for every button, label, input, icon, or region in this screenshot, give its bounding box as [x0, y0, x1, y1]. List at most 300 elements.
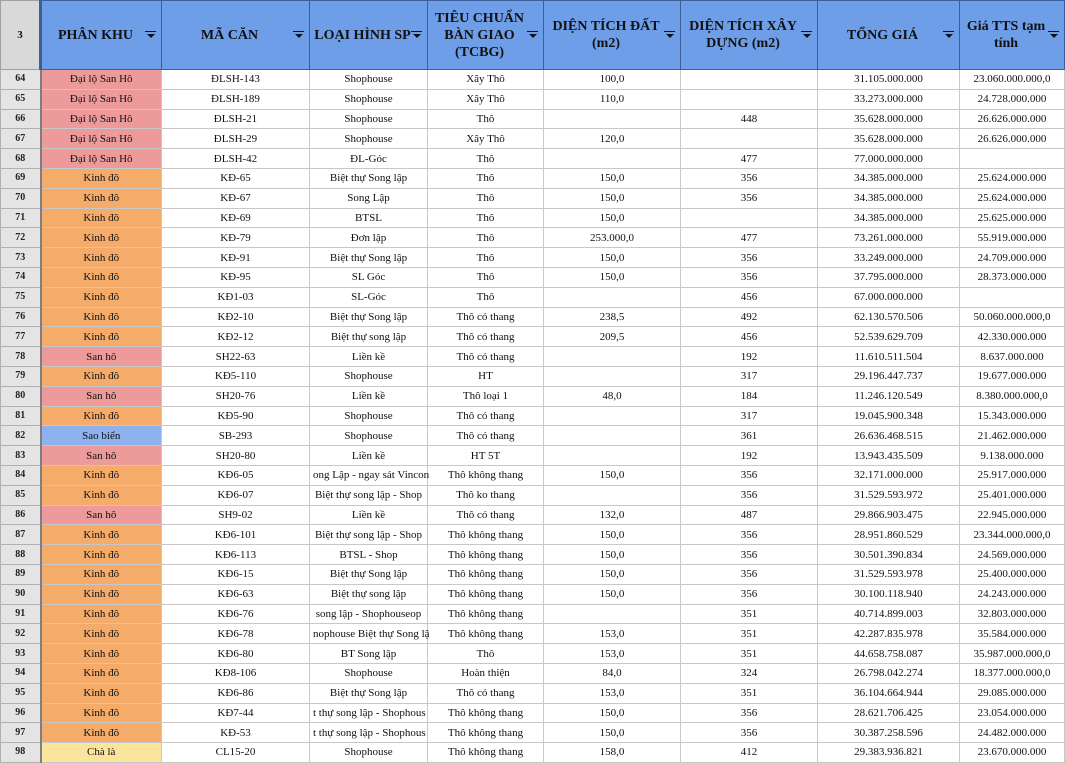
- cell-gia-tts[interactable]: 26.626.000.000: [960, 129, 1065, 149]
- row-header[interactable]: 84: [1, 465, 41, 485]
- cell-phan-khu[interactable]: Đại lộ San Hô: [41, 129, 162, 149]
- filter-dropdown-icon[interactable]: [145, 30, 157, 40]
- cell-loai-hinh[interactable]: Shophouse: [310, 89, 428, 109]
- cell-tong-gia[interactable]: 28.951.860.529: [818, 525, 960, 545]
- filter-dropdown-icon[interactable]: [411, 30, 423, 40]
- cell-phan-khu[interactable]: Kinh đô: [41, 485, 162, 505]
- cell-dien-tich-dat[interactable]: 153,0: [544, 624, 681, 644]
- cell-loai-hinh[interactable]: Shophouse: [310, 109, 428, 129]
- cell-gia-tts[interactable]: 8.637.000.000: [960, 347, 1065, 367]
- row-header[interactable]: 97: [1, 723, 41, 743]
- cell-phan-khu[interactable]: Kinh đô: [41, 168, 162, 188]
- cell-tong-gia[interactable]: 13.943.435.509: [818, 446, 960, 466]
- cell-tong-gia[interactable]: 30.501.390.834: [818, 545, 960, 565]
- cell-tong-gia[interactable]: 29.383.936.821: [818, 743, 960, 763]
- cell-tong-gia[interactable]: 62.130.570.506: [818, 307, 960, 327]
- cell-tong-gia[interactable]: 30.100.118.940: [818, 584, 960, 604]
- cell-phan-khu[interactable]: Kinh đô: [41, 723, 162, 743]
- filter-dropdown-icon[interactable]: [943, 30, 955, 40]
- row-header[interactable]: 77: [1, 327, 41, 347]
- cell-dien-tich-dat[interactable]: [544, 149, 681, 169]
- cell-dien-tich-dat[interactable]: 150,0: [544, 248, 681, 268]
- cell-phan-khu[interactable]: San hô: [41, 386, 162, 406]
- cell-dien-tich-dat[interactable]: [544, 426, 681, 446]
- cell-phan-khu[interactable]: Kinh đô: [41, 545, 162, 565]
- row-header[interactable]: 83: [1, 446, 41, 466]
- cell-dien-tich-xay-dung[interactable]: 356: [681, 188, 818, 208]
- cell-phan-khu[interactable]: Kinh đô: [41, 188, 162, 208]
- cell-loai-hinh[interactable]: Shophouse: [310, 743, 428, 763]
- cell-ma-can[interactable]: KĐ-65: [162, 168, 310, 188]
- cell-tieu-chuan[interactable]: Thô có thang: [428, 406, 544, 426]
- cell-ma-can[interactable]: KĐ6-63: [162, 584, 310, 604]
- cell-ma-can[interactable]: SH20-80: [162, 446, 310, 466]
- row-header[interactable]: 96: [1, 703, 41, 723]
- cell-dien-tich-dat[interactable]: [544, 366, 681, 386]
- cell-tong-gia[interactable]: 31.105.000.000: [818, 70, 960, 90]
- cell-dien-tich-xay-dung[interactable]: 192: [681, 347, 818, 367]
- cell-tieu-chuan[interactable]: Thô: [428, 149, 544, 169]
- cell-tong-gia[interactable]: 67.000.000.000: [818, 287, 960, 307]
- cell-dien-tich-dat[interactable]: 238,5: [544, 307, 681, 327]
- cell-dien-tich-xay-dung[interactable]: 356: [681, 248, 818, 268]
- cell-tong-gia[interactable]: 42.287.835.978: [818, 624, 960, 644]
- cell-tong-gia[interactable]: 26.798.042.274: [818, 663, 960, 683]
- cell-dien-tich-dat[interactable]: 150,0: [544, 208, 681, 228]
- cell-gia-tts[interactable]: 25.624.000.000: [960, 188, 1065, 208]
- cell-loai-hinh[interactable]: Biệt thự song lập - Shop: [310, 525, 428, 545]
- cell-phan-khu[interactable]: San hô: [41, 446, 162, 466]
- cell-ma-can[interactable]: KĐ-69: [162, 208, 310, 228]
- row-header[interactable]: 93: [1, 644, 41, 664]
- cell-gia-tts[interactable]: 18.377.000.000,0: [960, 663, 1065, 683]
- row-header[interactable]: 72: [1, 228, 41, 248]
- cell-gia-tts[interactable]: 24.569.000.000: [960, 545, 1065, 565]
- cell-tieu-chuan[interactable]: Thô: [428, 267, 544, 287]
- cell-dien-tich-xay-dung[interactable]: 477: [681, 149, 818, 169]
- cell-tieu-chuan[interactable]: Thô có thang: [428, 327, 544, 347]
- cell-tieu-chuan[interactable]: Hoàn thiện: [428, 663, 544, 683]
- cell-loai-hinh[interactable]: Biệt thự Song lập: [310, 683, 428, 703]
- cell-gia-tts[interactable]: 21.462.000.000: [960, 426, 1065, 446]
- cell-dien-tich-dat[interactable]: [544, 347, 681, 367]
- cell-phan-khu[interactable]: Kinh đô: [41, 584, 162, 604]
- cell-dien-tich-dat[interactable]: 158,0: [544, 743, 681, 763]
- cell-tieu-chuan[interactable]: Thô: [428, 109, 544, 129]
- cell-tong-gia[interactable]: 44.658.758.087: [818, 644, 960, 664]
- cell-dien-tich-xay-dung[interactable]: 317: [681, 366, 818, 386]
- col-header-dien-tich-xay-dung[interactable]: [681, 1, 818, 70]
- cell-loai-hinh[interactable]: Shophouse: [310, 70, 428, 90]
- row-header[interactable]: 75: [1, 287, 41, 307]
- cell-dien-tich-dat[interactable]: [544, 109, 681, 129]
- cell-gia-tts[interactable]: 32.803.000.000: [960, 604, 1065, 624]
- row-header[interactable]: 85: [1, 485, 41, 505]
- cell-tieu-chuan[interactable]: Thô không thang: [428, 545, 544, 565]
- cell-loai-hinh[interactable]: Shophouse: [310, 129, 428, 149]
- cell-tong-gia[interactable]: 28.621.706.425: [818, 703, 960, 723]
- cell-ma-can[interactable]: KĐ1-03: [162, 287, 310, 307]
- cell-ma-can[interactable]: KĐ6-78: [162, 624, 310, 644]
- cell-phan-khu[interactable]: Kinh đô: [41, 663, 162, 683]
- row-header[interactable]: 86: [1, 505, 41, 525]
- cell-dien-tich-xay-dung[interactable]: 356: [681, 723, 818, 743]
- cell-tieu-chuan[interactable]: Xây Thô: [428, 129, 544, 149]
- cell-tong-gia[interactable]: 33.249.000.000: [818, 248, 960, 268]
- row-header[interactable]: 90: [1, 584, 41, 604]
- cell-tieu-chuan[interactable]: Thô: [428, 228, 544, 248]
- cell-dien-tich-xay-dung[interactable]: [681, 129, 818, 149]
- cell-tong-gia[interactable]: 52.539.629.709: [818, 327, 960, 347]
- cell-tieu-chuan[interactable]: Thô loại 1: [428, 386, 544, 406]
- cell-tieu-chuan[interactable]: Thô không thang: [428, 723, 544, 743]
- cell-ma-can[interactable]: KĐ-95: [162, 267, 310, 287]
- cell-dien-tich-xay-dung[interactable]: 356: [681, 168, 818, 188]
- cell-tieu-chuan[interactable]: Thô không thang: [428, 525, 544, 545]
- cell-ma-can[interactable]: ĐLSH-29: [162, 129, 310, 149]
- cell-dien-tich-dat[interactable]: [544, 446, 681, 466]
- row-header[interactable]: 74: [1, 267, 41, 287]
- cell-phan-khu[interactable]: Kinh đô: [41, 624, 162, 644]
- cell-tong-gia[interactable]: 32.171.000.000: [818, 465, 960, 485]
- cell-ma-can[interactable]: KĐ6-76: [162, 604, 310, 624]
- cell-loai-hinh[interactable]: Liền kề: [310, 446, 428, 466]
- row-header[interactable]: 79: [1, 366, 41, 386]
- cell-loai-hinh[interactable]: Đơn lập: [310, 228, 428, 248]
- cell-loai-hinh[interactable]: SL Góc: [310, 267, 428, 287]
- cell-phan-khu[interactable]: Kinh đô: [41, 228, 162, 248]
- cell-ma-can[interactable]: KĐ2-12: [162, 327, 310, 347]
- cell-gia-tts[interactable]: 42.330.000.000: [960, 327, 1065, 347]
- row-header[interactable]: 69: [1, 168, 41, 188]
- cell-gia-tts[interactable]: 24.709.000.000: [960, 248, 1065, 268]
- cell-loai-hinh[interactable]: Shophouse: [310, 426, 428, 446]
- cell-dien-tich-dat[interactable]: [544, 287, 681, 307]
- cell-gia-tts[interactable]: 25.917.000.000: [960, 465, 1065, 485]
- cell-dien-tich-xay-dung[interactable]: 492: [681, 307, 818, 327]
- row-header[interactable]: 76: [1, 307, 41, 327]
- cell-gia-tts[interactable]: 24.243.000.000: [960, 584, 1065, 604]
- cell-tieu-chuan[interactable]: Thô không thang: [428, 564, 544, 584]
- cell-ma-can[interactable]: ĐLSH-143: [162, 70, 310, 90]
- cell-gia-tts[interactable]: 15.343.000.000: [960, 406, 1065, 426]
- row-header[interactable]: 88: [1, 545, 41, 565]
- cell-ma-can[interactable]: KĐ-79: [162, 228, 310, 248]
- cell-loai-hinh[interactable]: Shophouse: [310, 663, 428, 683]
- cell-ma-can[interactable]: SH22-63: [162, 347, 310, 367]
- filter-dropdown-icon[interactable]: [1048, 30, 1060, 40]
- cell-dien-tich-dat[interactable]: 150,0: [544, 168, 681, 188]
- cell-phan-khu[interactable]: Đại lộ San Hô: [41, 89, 162, 109]
- filter-dropdown-icon[interactable]: [293, 30, 305, 40]
- cell-dien-tich-xay-dung[interactable]: 361: [681, 426, 818, 446]
- cell-loai-hinh[interactable]: BTSL: [310, 208, 428, 228]
- col-header-gia-tts[interactable]: [960, 1, 1065, 70]
- cell-gia-tts[interactable]: 25.401.000.000: [960, 485, 1065, 505]
- cell-dien-tich-xay-dung[interactable]: 351: [681, 604, 818, 624]
- cell-tieu-chuan[interactable]: Thô có thang: [428, 426, 544, 446]
- cell-tieu-chuan[interactable]: Thô có thang: [428, 347, 544, 367]
- cell-tong-gia[interactable]: 31.529.593.972: [818, 485, 960, 505]
- cell-loai-hinh[interactable]: t thự song lập - Shophous: [310, 703, 428, 723]
- cell-dien-tich-dat[interactable]: 150,0: [544, 267, 681, 287]
- cell-loai-hinh[interactable]: SL-Góc: [310, 287, 428, 307]
- cell-tieu-chuan[interactable]: Thô không thang: [428, 604, 544, 624]
- cell-gia-tts[interactable]: [960, 287, 1065, 307]
- cell-ma-can[interactable]: KĐ-53: [162, 723, 310, 743]
- cell-dien-tich-dat[interactable]: 48,0: [544, 386, 681, 406]
- cell-ma-can[interactable]: KĐ6-86: [162, 683, 310, 703]
- cell-gia-tts[interactable]: 25.624.000.000: [960, 168, 1065, 188]
- cell-loai-hinh[interactable]: Biệt thự Song lập: [310, 248, 428, 268]
- cell-dien-tich-xay-dung[interactable]: 324: [681, 663, 818, 683]
- cell-gia-tts[interactable]: 50.060.000.000,0: [960, 307, 1065, 327]
- col-header-ma-can[interactable]: [162, 1, 310, 70]
- cell-dien-tich-xay-dung[interactable]: [681, 70, 818, 90]
- cell-dien-tich-xay-dung[interactable]: 456: [681, 287, 818, 307]
- cell-ma-can[interactable]: KĐ2-10: [162, 307, 310, 327]
- cell-tieu-chuan[interactable]: Thô: [428, 208, 544, 228]
- cell-loai-hinh[interactable]: t thự song lập - Shophous: [310, 723, 428, 743]
- cell-dien-tich-dat[interactable]: [544, 406, 681, 426]
- cell-loai-hinh[interactable]: Biệt thự Song lập: [310, 564, 428, 584]
- cell-dien-tich-xay-dung[interactable]: 412: [681, 743, 818, 763]
- cell-ma-can[interactable]: KĐ-67: [162, 188, 310, 208]
- cell-ma-can[interactable]: KĐ6-80: [162, 644, 310, 664]
- row-header[interactable]: 67: [1, 129, 41, 149]
- cell-dien-tich-xay-dung[interactable]: 356: [681, 564, 818, 584]
- row-header[interactable]: 71: [1, 208, 41, 228]
- cell-phan-khu[interactable]: Kinh đô: [41, 208, 162, 228]
- cell-dien-tich-xay-dung[interactable]: 487: [681, 505, 818, 525]
- cell-ma-can[interactable]: KĐ8-106: [162, 663, 310, 683]
- cell-ma-can[interactable]: ĐLSH-21: [162, 109, 310, 129]
- cell-tong-gia[interactable]: 11.610.511.504: [818, 347, 960, 367]
- cell-ma-can[interactable]: KĐ6-113: [162, 545, 310, 565]
- cell-tong-gia[interactable]: 77.000.000.000: [818, 149, 960, 169]
- cell-tieu-chuan[interactable]: Thô ko thang: [428, 485, 544, 505]
- cell-tieu-chuan[interactable]: Thô không thang: [428, 743, 544, 763]
- cell-loai-hinh[interactable]: Biệt thự song lập: [310, 584, 428, 604]
- col-header-loai-hinh[interactable]: [310, 1, 428, 70]
- cell-phan-khu[interactable]: Kinh đô: [41, 525, 162, 545]
- row-header-3[interactable]: 3: [1, 1, 41, 70]
- row-header[interactable]: 89: [1, 564, 41, 584]
- cell-tong-gia[interactable]: 29.866.903.475: [818, 505, 960, 525]
- cell-gia-tts[interactable]: 35.584.000.000: [960, 624, 1065, 644]
- cell-tieu-chuan[interactable]: Thô: [428, 188, 544, 208]
- cell-dien-tich-xay-dung[interactable]: 477: [681, 228, 818, 248]
- cell-phan-khu[interactable]: San hô: [41, 347, 162, 367]
- cell-loai-hinh[interactable]: Liền kề: [310, 505, 428, 525]
- col-header-phan-khu[interactable]: [41, 1, 162, 70]
- row-header[interactable]: 94: [1, 663, 41, 683]
- col-header-tieu-chuan[interactable]: [428, 1, 544, 70]
- cell-tieu-chuan[interactable]: Thô có thang: [428, 505, 544, 525]
- cell-gia-tts[interactable]: 24.482.000.000: [960, 723, 1065, 743]
- cell-loai-hinh[interactable]: nophouse Biệt thự Song lậ: [310, 624, 428, 644]
- row-header[interactable]: 87: [1, 525, 41, 545]
- cell-loai-hinh[interactable]: Biệt thự song lập: [310, 327, 428, 347]
- cell-gia-tts[interactable]: 25.400.000.000: [960, 564, 1065, 584]
- cell-dien-tich-xay-dung[interactable]: 184: [681, 386, 818, 406]
- row-header[interactable]: 64: [1, 70, 41, 90]
- row-header[interactable]: 82: [1, 426, 41, 446]
- cell-loai-hinh[interactable]: Biệt thự Song lập: [310, 307, 428, 327]
- cell-phan-khu[interactable]: Đại lộ San Hô: [41, 70, 162, 90]
- cell-gia-tts[interactable]: 8.380.000.000,0: [960, 386, 1065, 406]
- cell-dien-tich-dat[interactable]: 110,0: [544, 89, 681, 109]
- cell-ma-can[interactable]: KĐ-91: [162, 248, 310, 268]
- row-header[interactable]: 73: [1, 248, 41, 268]
- cell-tong-gia[interactable]: 36.104.664.944: [818, 683, 960, 703]
- filter-dropdown-icon[interactable]: [527, 30, 539, 40]
- filter-dropdown-icon[interactable]: [664, 30, 676, 40]
- cell-dien-tich-xay-dung[interactable]: 192: [681, 446, 818, 466]
- cell-tong-gia[interactable]: 30.387.258.596: [818, 723, 960, 743]
- cell-loai-hinh[interactable]: BT Song lập: [310, 644, 428, 664]
- cell-dien-tich-dat[interactable]: 150,0: [544, 703, 681, 723]
- cell-tong-gia[interactable]: 34.385.000.000: [818, 168, 960, 188]
- cell-ma-can[interactable]: KĐ6-15: [162, 564, 310, 584]
- cell-ma-can[interactable]: KĐ6-07: [162, 485, 310, 505]
- cell-dien-tich-xay-dung[interactable]: 356: [681, 525, 818, 545]
- row-header[interactable]: 68: [1, 149, 41, 169]
- row-header[interactable]: 70: [1, 188, 41, 208]
- cell-dien-tich-xay-dung[interactable]: 448: [681, 109, 818, 129]
- cell-loai-hinh[interactable]: Song Lập: [310, 188, 428, 208]
- cell-dien-tich-xay-dung[interactable]: [681, 89, 818, 109]
- cell-loai-hinh[interactable]: Liền kề: [310, 347, 428, 367]
- cell-loai-hinh[interactable]: Shophouse: [310, 366, 428, 386]
- cell-dien-tich-dat[interactable]: 150,0: [544, 525, 681, 545]
- cell-tong-gia[interactable]: 29.196.447.737: [818, 366, 960, 386]
- cell-loai-hinh[interactable]: Liền kề: [310, 386, 428, 406]
- cell-dien-tich-xay-dung[interactable]: 356: [681, 267, 818, 287]
- cell-gia-tts[interactable]: 55.919.000.000: [960, 228, 1065, 248]
- cell-dien-tich-dat[interactable]: 100,0: [544, 70, 681, 90]
- cell-tieu-chuan[interactable]: Xây Thô: [428, 89, 544, 109]
- cell-phan-khu[interactable]: Kinh đô: [41, 327, 162, 347]
- cell-tieu-chuan[interactable]: Xây Thô: [428, 70, 544, 90]
- cell-phan-khu[interactable]: Kinh đô: [41, 366, 162, 386]
- cell-dien-tich-xay-dung[interactable]: 351: [681, 624, 818, 644]
- row-header[interactable]: 80: [1, 386, 41, 406]
- cell-dien-tich-xay-dung[interactable]: 317: [681, 406, 818, 426]
- cell-gia-tts[interactable]: 19.677.000.000: [960, 366, 1065, 386]
- cell-dien-tich-dat[interactable]: 153,0: [544, 644, 681, 664]
- cell-loai-hinh[interactable]: ĐL-Góc: [310, 149, 428, 169]
- cell-dien-tich-xay-dung[interactable]: 356: [681, 703, 818, 723]
- cell-loai-hinh[interactable]: song lập - Shophouseop: [310, 604, 428, 624]
- cell-dien-tich-dat[interactable]: 132,0: [544, 505, 681, 525]
- cell-ma-can[interactable]: KĐ7-44: [162, 703, 310, 723]
- cell-tieu-chuan[interactable]: Thô không thang: [428, 465, 544, 485]
- cell-gia-tts[interactable]: 24.728.000.000: [960, 89, 1065, 109]
- cell-tong-gia[interactable]: 35.628.000.000: [818, 109, 960, 129]
- cell-tieu-chuan[interactable]: Thô: [428, 168, 544, 188]
- cell-loai-hinh[interactable]: ong Lập - ngay sát Vincon: [310, 465, 428, 485]
- cell-phan-khu[interactable]: Đại lộ San Hô: [41, 109, 162, 129]
- cell-dien-tich-dat[interactable]: 150,0: [544, 188, 681, 208]
- cell-dien-tich-xay-dung[interactable]: 356: [681, 465, 818, 485]
- cell-phan-khu[interactable]: Kinh đô: [41, 683, 162, 703]
- cell-tieu-chuan[interactable]: Thô: [428, 287, 544, 307]
- cell-tong-gia[interactable]: 73.261.000.000: [818, 228, 960, 248]
- cell-gia-tts[interactable]: 22.945.000.000: [960, 505, 1065, 525]
- cell-tieu-chuan[interactable]: HT 5T: [428, 446, 544, 466]
- cell-dien-tich-dat[interactable]: 153,0: [544, 683, 681, 703]
- cell-dien-tich-dat[interactable]: 150,0: [544, 723, 681, 743]
- cell-ma-can[interactable]: KĐ5-90: [162, 406, 310, 426]
- cell-phan-khu[interactable]: Kinh đô: [41, 406, 162, 426]
- cell-gia-tts[interactable]: [960, 149, 1065, 169]
- cell-dien-tich-xay-dung[interactable]: 356: [681, 485, 818, 505]
- cell-dien-tich-dat[interactable]: [544, 604, 681, 624]
- cell-tong-gia[interactable]: 34.385.000.000: [818, 188, 960, 208]
- row-header[interactable]: 81: [1, 406, 41, 426]
- cell-ma-can[interactable]: KĐ5-110: [162, 366, 310, 386]
- cell-gia-tts[interactable]: 23.054.000.000: [960, 703, 1065, 723]
- cell-tong-gia[interactable]: 31.529.593.978: [818, 564, 960, 584]
- cell-phan-khu[interactable]: Kinh đô: [41, 644, 162, 664]
- cell-phan-khu[interactable]: Kinh đô: [41, 703, 162, 723]
- cell-tong-gia[interactable]: 33.273.000.000: [818, 89, 960, 109]
- cell-tong-gia[interactable]: 40.714.899.003: [818, 604, 960, 624]
- cell-tong-gia[interactable]: 34.385.000.000: [818, 208, 960, 228]
- cell-phan-khu[interactable]: Kinh đô: [41, 267, 162, 287]
- cell-dien-tich-xay-dung[interactable]: 456: [681, 327, 818, 347]
- cell-tieu-chuan[interactable]: Thô không thang: [428, 584, 544, 604]
- cell-ma-can[interactable]: SB-293: [162, 426, 310, 446]
- cell-tong-gia[interactable]: 19.045.900.348: [818, 406, 960, 426]
- cell-dien-tich-xay-dung[interactable]: 356: [681, 545, 818, 565]
- cell-tieu-chuan[interactable]: Thô không thang: [428, 624, 544, 644]
- cell-dien-tich-xay-dung[interactable]: 351: [681, 683, 818, 703]
- cell-ma-can[interactable]: SH20-76: [162, 386, 310, 406]
- row-header[interactable]: 98: [1, 743, 41, 763]
- cell-dien-tich-dat[interactable]: 150,0: [544, 545, 681, 565]
- cell-phan-khu[interactable]: Kinh đô: [41, 248, 162, 268]
- cell-tieu-chuan[interactable]: Thô: [428, 248, 544, 268]
- cell-phan-khu[interactable]: San hô: [41, 505, 162, 525]
- cell-gia-tts[interactable]: 23.060.000.000,0: [960, 70, 1065, 90]
- cell-tong-gia[interactable]: 11.246.120.549: [818, 386, 960, 406]
- cell-dien-tich-dat[interactable]: 150,0: [544, 584, 681, 604]
- cell-phan-khu[interactable]: Kinh đô: [41, 564, 162, 584]
- cell-dien-tich-dat[interactable]: 209,5: [544, 327, 681, 347]
- cell-tieu-chuan[interactable]: Thô không thang: [428, 703, 544, 723]
- cell-phan-khu[interactable]: Sao biển: [41, 426, 162, 446]
- cell-phan-khu[interactable]: Kinh đô: [41, 465, 162, 485]
- row-header[interactable]: 91: [1, 604, 41, 624]
- cell-phan-khu[interactable]: Kinh đô: [41, 307, 162, 327]
- cell-gia-tts[interactable]: 23.344.000.000,0: [960, 525, 1065, 545]
- row-header[interactable]: 92: [1, 624, 41, 644]
- cell-phan-khu[interactable]: Kinh đô: [41, 604, 162, 624]
- cell-phan-khu[interactable]: Chà là: [41, 743, 162, 763]
- cell-dien-tich-xay-dung[interactable]: [681, 208, 818, 228]
- cell-dien-tich-dat[interactable]: 253.000,0: [544, 228, 681, 248]
- cell-ma-can[interactable]: ĐLSH-189: [162, 89, 310, 109]
- cell-dien-tich-xay-dung[interactable]: 351: [681, 644, 818, 664]
- cell-gia-tts[interactable]: 35.987.000.000,0: [960, 644, 1065, 664]
- cell-loai-hinh[interactable]: Shophouse: [310, 406, 428, 426]
- cell-ma-can[interactable]: KĐ6-101: [162, 525, 310, 545]
- cell-dien-tich-dat[interactable]: 150,0: [544, 564, 681, 584]
- cell-ma-can[interactable]: CL15-20: [162, 743, 310, 763]
- cell-dien-tich-dat[interactable]: 120,0: [544, 129, 681, 149]
